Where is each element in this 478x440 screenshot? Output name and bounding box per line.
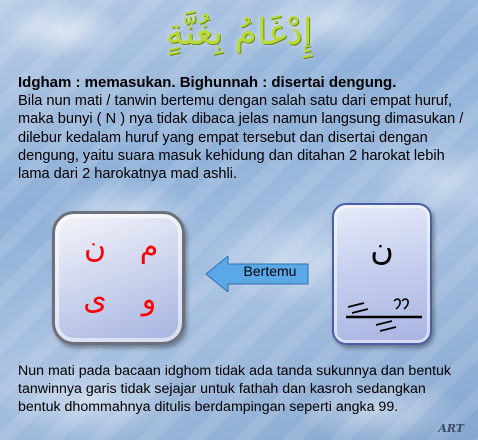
footer-note: Nun mati pada bacaan idghom tidak ada tanda sukunnya dan bentuk tanwinnya garis tidak sejajar untuk fathah dan kasroh sedangkan bentuk dhommahnya ditulis berdampingan seperti angka 99. [18, 363, 452, 415]
slide-heading: Idgham : memasukan. Bighunnah : disertai dengung. [18, 74, 397, 91]
arabic-title: إِدْغَامُ بِغُنَّةٍ [165, 12, 313, 53]
letter-bottom-right: و [141, 282, 157, 317]
letter-top-right: م [139, 230, 159, 265]
bertemu-arrow [206, 256, 310, 292]
author-credit: ART [438, 422, 464, 435]
letter-top-left: ن [83, 230, 107, 265]
tanwin-marks-icon [342, 295, 426, 335]
bertemu-label: Bertemu [243, 263, 297, 279]
idgham-letters-card [52, 211, 185, 345]
nun-tanwin-card [332, 203, 432, 345]
nun-letter: ن [370, 230, 394, 268]
letter-bottom-left: ى [83, 282, 107, 317]
slide-body-text: Bila nun mati / tanwin bertemu dengan salah satu dari empat huruf, maka bunyi ( N ) nya tidak dibaca jelas namun langsung dimasukan / dilebur kedalam huruf yang empat tersebut dan disertai dengan dengung, yaitu suara masuk kehidung dan ditahan 2 harokat lebih lama dari 2 harokatnya mad ashli. [18, 93, 464, 183]
